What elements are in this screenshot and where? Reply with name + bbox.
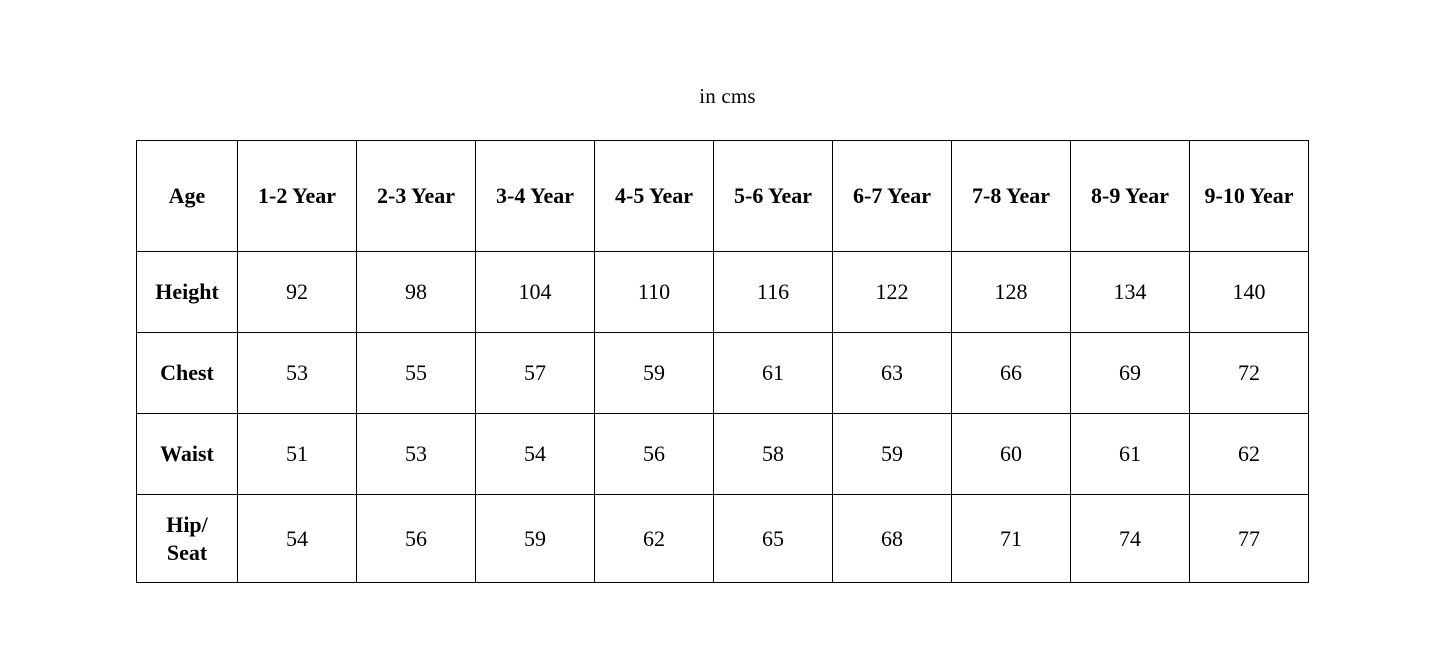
row-label-hip-seat [137, 495, 238, 583]
cell-waist-4: 56 [595, 414, 714, 495]
size-chart-container [136, 140, 1309, 583]
header-cell-age-3-4: 3-4 Year [476, 141, 595, 252]
table-caption [0, 84, 1445, 109]
cell-waist-9: 62 [1190, 414, 1309, 495]
table-row [137, 495, 1309, 583]
row-label-waist: Waist [137, 414, 238, 495]
header-cell-age-9-10: 9-10 Year [1190, 141, 1309, 252]
cell-hip-1: 54 [238, 495, 357, 583]
cell-hip-2: 56 [357, 495, 476, 583]
cell-chest-9: 72 [1190, 333, 1309, 414]
table-row [137, 252, 1309, 333]
cell-chest-2: 55 [357, 333, 476, 414]
header-cell-age-1-2: 1-2 Year [238, 141, 357, 252]
header-cell-age-2-3: 2-3 Year [357, 141, 476, 252]
row-label-height: Height [137, 252, 238, 333]
table-row [137, 333, 1309, 414]
cell-height-3: 104 [476, 252, 595, 333]
cell-height-6: 122 [833, 252, 952, 333]
cell-waist-6: 59 [833, 414, 952, 495]
row-label-hip-line2: Seat [166, 539, 208, 565]
cell-chest-6: 63 [833, 333, 952, 414]
cell-waist-5: 58 [714, 414, 833, 495]
header-cell-age-5-6: 5-6 Year [714, 141, 833, 252]
header-cell-age-4-5: 4-5 Year [595, 141, 714, 252]
cell-waist-2: 53 [357, 414, 476, 495]
cell-chest-7: 66 [952, 333, 1071, 414]
cell-height-8: 134 [1071, 252, 1190, 333]
row-label-hip-line1: Hip/ [166, 512, 208, 537]
cell-hip-6: 68 [833, 495, 952, 583]
header-cell-age-7-8: 7-8 Year [952, 141, 1071, 252]
cell-height-2: 98 [357, 252, 476, 333]
header-cell-age: Age [137, 141, 238, 252]
row-label-chest: Chest [137, 333, 238, 414]
cell-chest-1: 53 [238, 333, 357, 414]
cell-hip-3: 59 [476, 495, 595, 583]
cell-waist-3: 54 [476, 414, 595, 495]
cell-hip-7: 71 [952, 495, 1071, 583]
cell-chest-4: 59 [595, 333, 714, 414]
header-cell-age-6-7: 6-7 Year [833, 141, 952, 252]
cell-waist-7: 60 [952, 414, 1071, 495]
caption-text: in cms [699, 84, 756, 108]
cell-hip-8: 74 [1071, 495, 1190, 583]
cell-hip-4: 62 [595, 495, 714, 583]
cell-waist-1: 51 [238, 414, 357, 495]
cell-chest-3: 57 [476, 333, 595, 414]
size-chart-table [136, 140, 1309, 583]
cell-height-5: 116 [714, 252, 833, 333]
cell-hip-9: 77 [1190, 495, 1309, 583]
cell-chest-5: 61 [714, 333, 833, 414]
table-header-row [137, 141, 1309, 252]
cell-height-7: 128 [952, 252, 1071, 333]
cell-height-1: 92 [238, 252, 357, 333]
cell-hip-5: 65 [714, 495, 833, 583]
table-row [137, 414, 1309, 495]
cell-waist-8: 61 [1071, 414, 1190, 495]
cell-chest-8: 69 [1071, 333, 1190, 414]
cell-height-9: 140 [1190, 252, 1309, 333]
cell-height-4: 110 [595, 252, 714, 333]
header-cell-age-8-9: 8-9 Year [1071, 141, 1190, 252]
